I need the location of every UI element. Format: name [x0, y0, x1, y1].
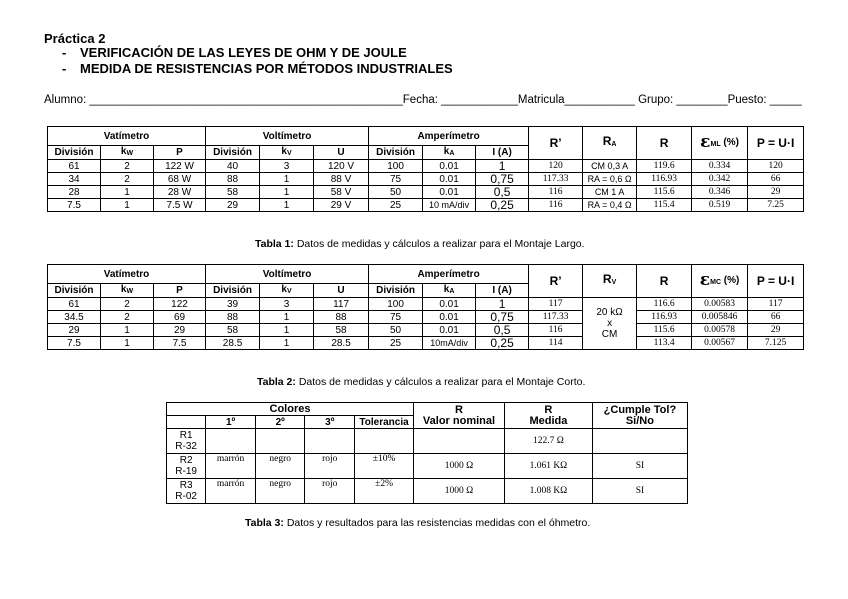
header-division: División: [369, 146, 423, 160]
header-cumple: ¿Cumple Tol? Si/No: [592, 403, 687, 429]
header-ka: kA: [423, 284, 476, 298]
header-amperimetro: Amperímetro: [369, 265, 529, 284]
header-r: R: [637, 127, 692, 160]
header-division: División: [48, 146, 101, 160]
header-division: División: [369, 284, 423, 298]
header-division: División: [48, 284, 101, 298]
header-division: División: [206, 146, 260, 160]
objective-item: - VERIFICACIÓN DE LAS LEYES DE OHM Y DE JOULE: [62, 45, 407, 60]
header-tolerancia: Tolerancia: [355, 416, 414, 429]
caption-table3: Tabla 3: Datos y resultados para las resistencias medidas con el óhmetro.: [245, 517, 591, 529]
header-u: U: [314, 284, 369, 298]
header-ra: RA: [583, 127, 637, 160]
table-row: 29 1 29 58 1 58 50 0.01 0,5 116 115.6 0.00578 29: [48, 324, 804, 337]
header-kv: kV: [260, 146, 314, 160]
header-i: I (A): [476, 146, 529, 160]
header-rprime: R’: [529, 265, 583, 298]
header-p: P: [154, 284, 206, 298]
table-row: 7.5 1 7.5 28.5 1 28.5 25 10mA/div 0,25 114 113.4 0.00567 7.125: [48, 337, 804, 350]
header-power: P = U·I: [748, 127, 804, 160]
rv-value: 20 kΩ x CM: [583, 298, 637, 350]
table-row: 28 1 28 W 58 1 58 V 50 0.01 0,5 116 CM 1 A 115.6 0.346 29: [48, 186, 804, 199]
table-row: 61 2 122 39 3 117 100 0.01 1 117 20 kΩ x CM 116.6 0.00583 117: [48, 298, 804, 311]
table-montaje-largo: [47, 126, 804, 212]
table-montaje-corto: [47, 264, 804, 350]
header-color-2: 2º: [255, 416, 305, 429]
header-rv: RV: [583, 265, 637, 298]
table-row: 34 2 68 W 88 1 88 V 75 0.01 0,75 117.33 RA = 0,6 Ω 116.93 0.342 66: [48, 173, 804, 186]
header-ka: kA: [423, 146, 476, 160]
header-color-1: 1º: [206, 416, 256, 429]
student-info-line: Alumno: _________________________________________________Fecha: ____________Matricula___________ Grupo: ________Puesto: _____: [44, 94, 802, 106]
header-color-3: 3º: [305, 416, 355, 429]
header-kv: kV: [260, 284, 314, 298]
header-colores: Colores: [167, 403, 414, 416]
header-voltimetro: Voltímetro: [206, 265, 369, 284]
header-vatimetro: Vatímetro: [48, 265, 206, 284]
header-u: U: [314, 146, 369, 160]
header-power: P = U·I: [748, 265, 804, 298]
caption-table2: Tabla 2: Datos de medidas y cálculos a realizar para el Montaje Corto.: [257, 376, 586, 388]
table-row: R1 R-32 122.7 Ω: [167, 429, 688, 454]
caption-table1: Tabla 1: Datos de medidas y cálculos a realizar para el Montaje Largo.: [255, 238, 585, 250]
header-kw: kW: [101, 284, 154, 298]
header-eps: εMC (%): [692, 265, 748, 298]
header-division: División: [206, 284, 260, 298]
objectives-list: [62, 45, 453, 77]
header-p: P: [154, 146, 206, 160]
table-row: 34.5 2 69 88 1 88 75 0.01 0,75 117.33 116.93 0.005846 66: [48, 311, 804, 324]
header-voltimetro: Voltímetro: [206, 127, 369, 146]
header-eps: εML (%): [692, 127, 748, 160]
table-row: R3 R-02 marrón negro rojo ±2% 1000 Ω 1.008 KΩ SI: [167, 479, 688, 504]
header-r-medida: R Medida: [504, 403, 592, 429]
header-rprime: R’: [529, 127, 583, 160]
header-kw: kW: [101, 146, 154, 160]
header-amperimetro: Amperímetro: [369, 127, 529, 146]
header-r-nominal: R Valor nominal: [414, 403, 505, 429]
table-row: R2 R-19 marrón negro rojo ±10% 1000 Ω 1.061 KΩ SI: [167, 454, 688, 479]
page-title: Práctica 2: [44, 31, 106, 46]
objective-item: - MEDIDA DE RESISTENCIAS POR MÉTODOS INDUSTRIALES: [62, 61, 453, 76]
table-resistencias: [166, 402, 688, 504]
header-r: R: [637, 265, 692, 298]
table-row: 7.5 1 7.5 W 29 1 29 V 25 10 mA/div 0,25 116 RA = 0,4 Ω 115.4 0.519 7.25: [48, 199, 804, 212]
header-i: I (A): [476, 284, 529, 298]
header-vatimetro: Vatímetro: [48, 127, 206, 146]
table-row: 61 2 122 W 40 3 120 V 100 0.01 1 120 CM 0,3 A 119.6 0.334 120: [48, 160, 804, 173]
